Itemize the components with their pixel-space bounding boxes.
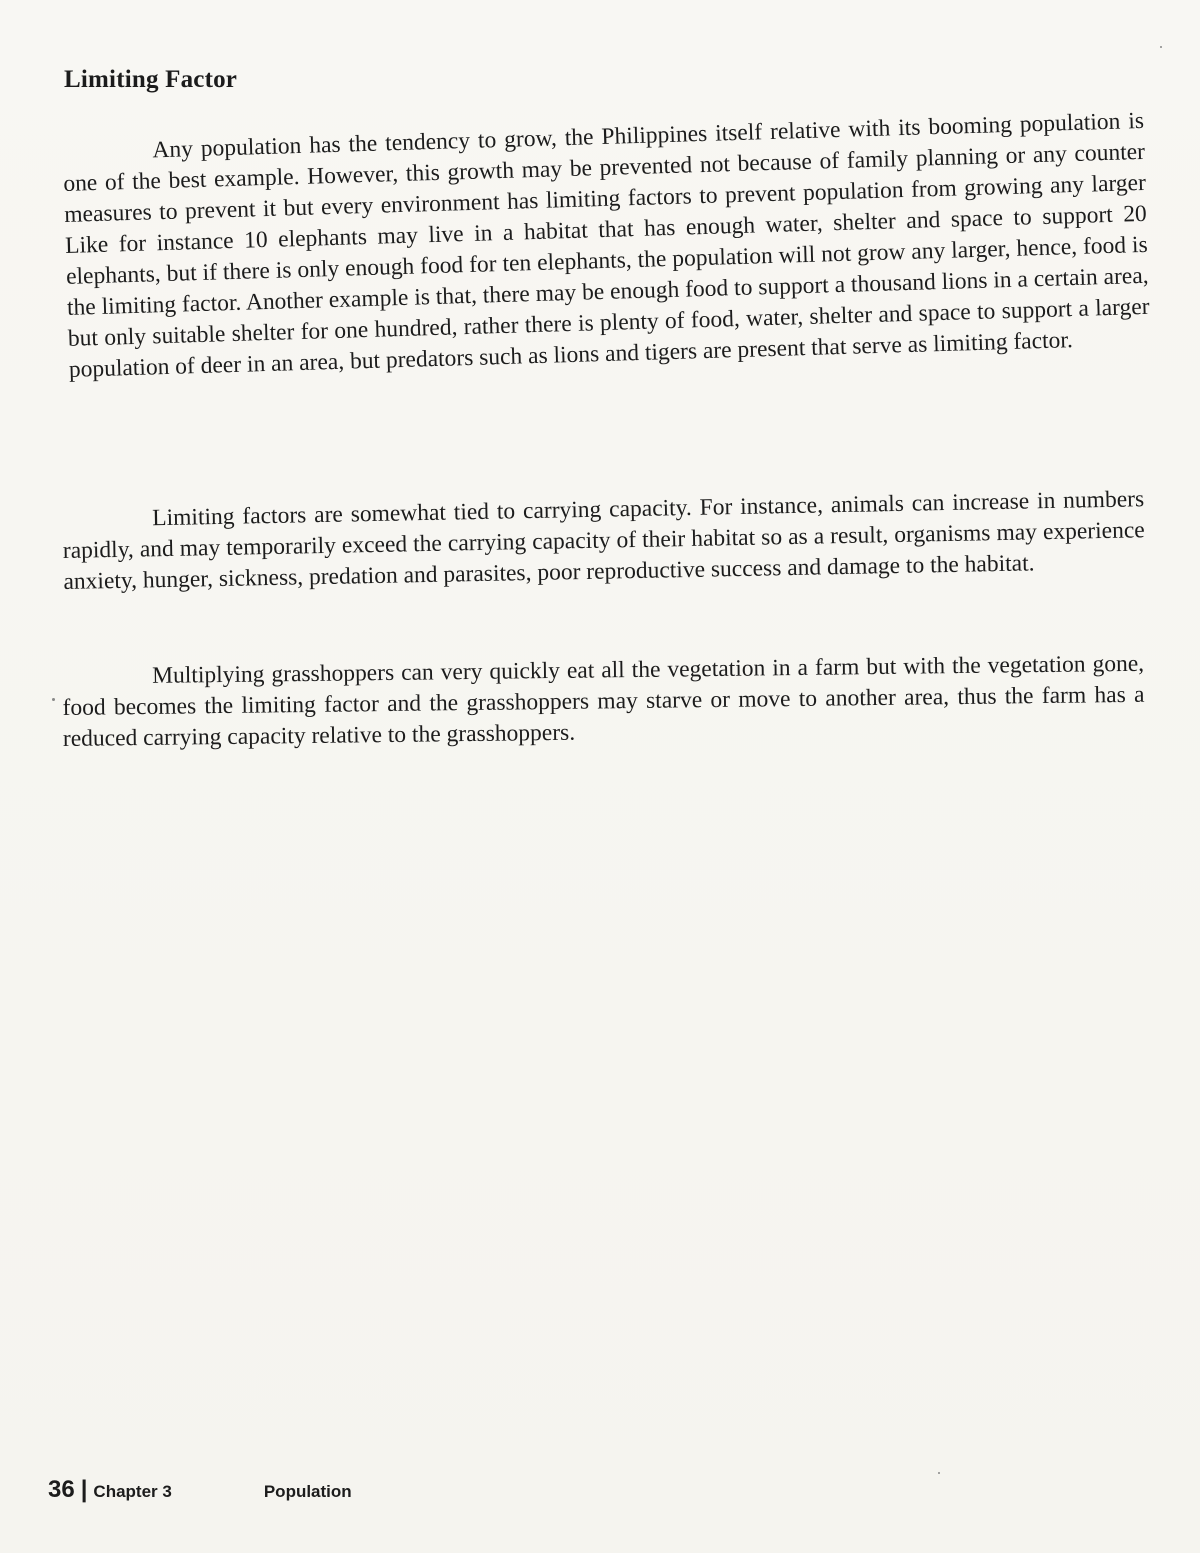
section-heading: Limiting Factor — [64, 66, 238, 93]
page-number: 36 — [48, 1476, 75, 1503]
footer-separator: | — [80, 1476, 88, 1503]
page-footer — [48, 1476, 352, 1504]
paragraph-2: Limiting factors are somewhat tied to carrying capacity. For instance, animals can increase in numbers rapidly, and may temporarily exceed the carrying capacity of their habitat so as a result, organisms may experience anxiety, hunger, sickness, predation and parasites, poor reproductive success and damage to the habitat. — [62, 486, 1145, 595]
paragraph-3: Multiplying grasshoppers can very quickly eat all the vegetation in a farm but with the vegetation gone, food becomes the limiting factor and the grasshoppers may starve or move to another area, thus the farm has a reduced carrying capacity relative to the grasshoppers. — [62, 650, 1145, 752]
margin-dot — [52, 698, 55, 701]
section-label: Population — [263, 1482, 352, 1501]
scan-speck — [1160, 46, 1162, 48]
scan-speck — [938, 1472, 940, 1474]
paragraph-1: Any population has the tendency to grow, the Philippines itself relative with its booming population is one of the best example. However, this growth may be prevented not because of family planning or any counter measures to prevent it but every environment has limiting factors to prevent population from growing any larger Like for instance 10 elephants may live in a habitat that has enough water, shelter and space to support 20 elephants, but if there is only enough food for ten elephants, the population will not grow any larger, hence, food is the limiting factor. Another example is that, there may be enough food to support a thousand lions in a certain area, but only suitable shelter for one hundred, rather there is plenty of food, water, shelter and space to support a larger population of deer in an area, but predators such as lions and tigers are present that serve as limiting factor. — [62, 107, 1150, 383]
chapter-label: Chapter 3 — [93, 1482, 172, 1501]
